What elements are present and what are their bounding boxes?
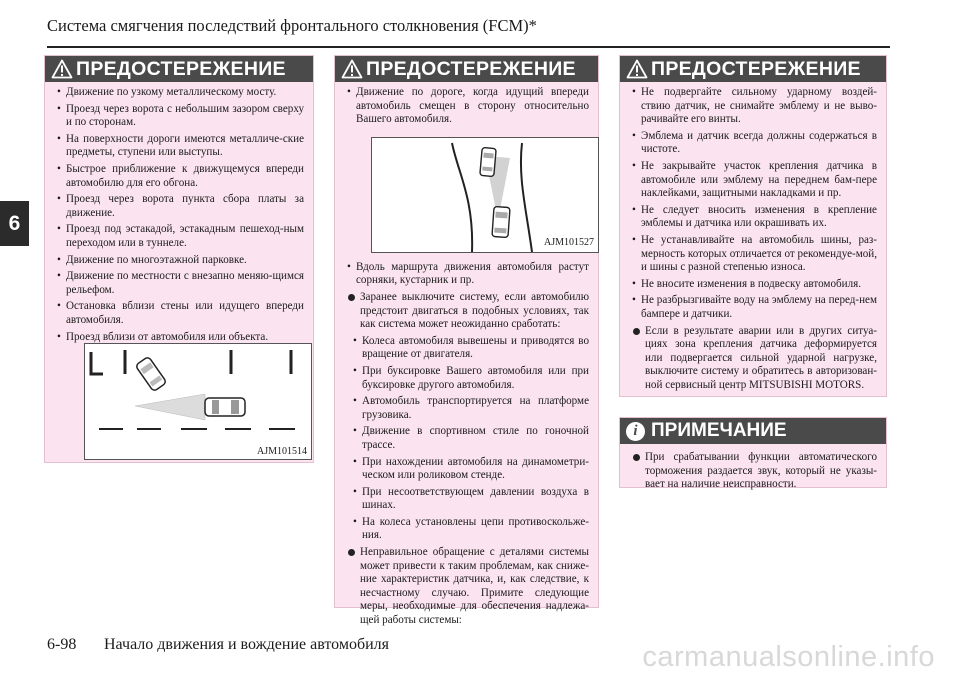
note-heading: ПРИМЕЧАНИЕ [651,420,787,441]
warning-heading: ПРЕДОСТЕРЕЖЕНИЕ [366,57,576,80]
warning-list [45,82,313,344]
list-item: • Движение в спортивном стиле по гоночной трассе. [353,425,589,452]
list-item: • Движение по дороге, когда идущий впереди автомобиль смещен в сторону относительно Вашего автомобиля. [347,86,589,127]
list-item: • Движение по многоэтажной парковке. [57,254,304,268]
info-icon: i [626,422,645,441]
bullet-paragraph: При срабатывании функции автоматического торможения раздается звук, который не указы-вает на наличие неисправности. [632,451,877,492]
header-divider [47,46,890,48]
warning-triangle-icon [626,59,648,79]
list-item: • Не закрывайте участок крепления датчика в автомобиле или эмблему на переднем бам-пере наклейками, защитными накладками и пр. [632,160,877,201]
warning-triangle-icon [341,59,363,79]
figure-code: AJM101527 [543,237,594,249]
list-item: • При несоответствующем давлении воздуха в шинах. [353,486,589,513]
list-item: • Проезд через ворота пункта сбора платы за движение. [57,193,304,220]
chapter-tab: 6 [0,201,29,246]
list-item: • Автомобиль транспортируется на платформе грузовика. [353,395,589,422]
list-item: • Проезд под эстакадой, эстакадным пешеход-ным переходом или в туннеле. [57,223,304,250]
warning-heading: ПРЕДОСТЕРЕЖЕНИЕ [651,57,861,80]
list-item: • Вдоль маршрута движения автомобиля растут сорняки, кустарник и пр. [347,261,589,288]
note-box [619,417,887,491]
list-item: • Эмблема и датчик всегда должны содержаться в чистоте. [632,130,877,157]
list-item: • Не следует вносить изменения в крепление эмблемы и датчика или окрашивать их. [632,204,877,231]
page-number: 6-98 [47,636,77,653]
figure-code: AJM101514 [256,446,307,457]
list-item: • Не разбрызгивайте воду на эмблему на перед-нем бампере и датчики. [632,294,877,321]
warning-heading: ПРЕДОСТЕРЕЖЕНИЕ [76,57,286,80]
page-header-title: Система смягчения последствий фронтального столкновения (FCM)* [47,16,537,35]
warning-box-2 [334,55,599,627]
section-title: Начало движения и вождение автомобиля [104,636,390,653]
sub-list [353,335,589,543]
warning-box-1 [44,55,314,463]
warning-box-header [335,56,598,82]
list-item: • На колеса установлены цепи противоскольже-ния. [353,516,589,543]
list-item: • Не подвергайте сильному ударному воздей-ствию датчик, не снимайте эмблему и не выво-рачивайте его винты. [632,86,877,127]
bullet-paragraph: Заранее выключите систему, если автомобилю предстоит двигаться в подобных условиях, так как система может неожиданно сработать: [347,291,589,332]
warning-box-header [45,56,313,82]
road-figure [371,137,599,253]
list-item: • Остановка вблизи стены или идущего впереди автомобиля. [57,300,304,327]
watermark: carmanualsonline.info [642,641,935,673]
list-item: • Не вносите изменения в подвеску автомобиля. [632,278,877,292]
list-item: • Колеса автомобиля вывешены и приводятся во вращение от двигателя. [353,335,589,362]
list-item: • Движение по узкому металлическому мосту. [57,86,304,100]
parking-figure [84,343,312,460]
list-item: • Быстрое приближение к движущемуся впереди автомобилю для его обгона. [57,163,304,190]
note-box-header [620,418,886,444]
warning-content [335,82,598,628]
list-item: • При нахождении автомобиля на динамометри-ческом или роликовом стенде. [353,456,589,483]
bullet-paragraph: Неправильное обращение с деталями системы может привести к таким проблемам, как сниже-ние характеристик датчика, и, как следствие, к несчастному случаю. Примите следующие меры, необходимые для обеспечения надлежа-щей работы системы: [347,546,589,628]
warning-box-3 [619,55,887,397]
list-item: • При буксировке Вашего автомобиля или при буксировке другого автомобиля. [353,365,589,392]
list-item: • На поверхности дороги имеются металличе-ские предметы, ступени или выступы. [57,133,304,160]
list-item: • Проезд через ворота с небольшим зазором сверху и по сторонам. [57,103,304,130]
bullet-paragraph: Если в результате аварии или в других ситуа-циях зона крепления датчика деформируется или подвергается сильной ударной нагрузке, выключите систему и обратитесь в авторизован-ной сервисный центр MITSUBISHI MOTORS. [632,325,877,393]
road-illustration [372,138,598,252]
list-item: • Проезд вблизи от автомобиля или объекта. [57,331,304,345]
warning-box-header [620,56,886,82]
list-item: • Движение по местности с внезапно меняю-щимся рельефом. [57,270,304,297]
note-content [620,444,886,492]
list-item: • Не устанавливайте на автомобиль шины, раз-мерность которых отличается от рекомендуе-мой, и шины с разной степенью износа. [632,234,877,275]
warning-content [620,82,886,392]
parking-illustration [85,344,311,459]
warning-triangle-icon [51,59,73,79]
